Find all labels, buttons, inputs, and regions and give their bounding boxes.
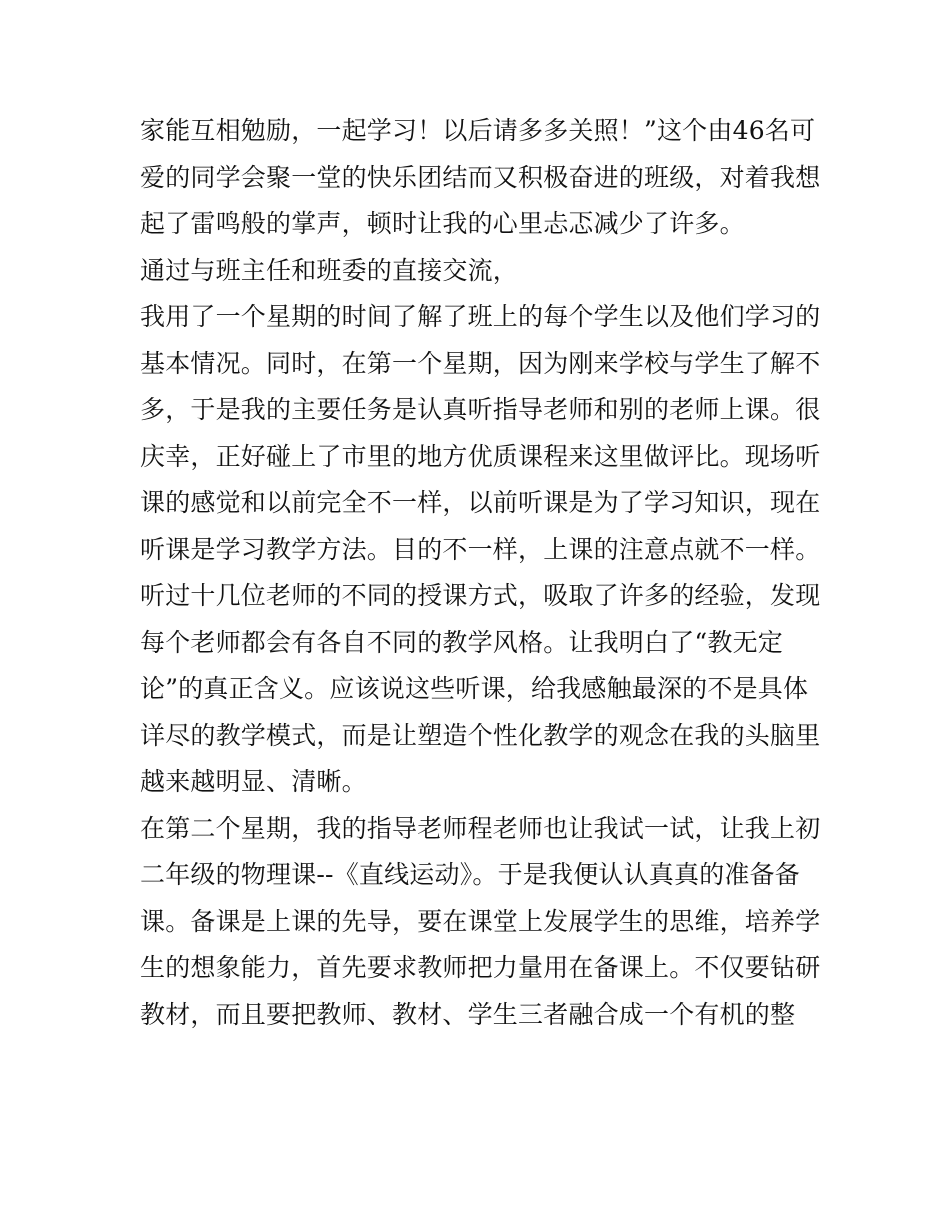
text-line: 在第二个星期，我的指导老师程老师也让我试一试，让我上初 — [140, 813, 821, 843]
text-line: 听课是学习教学方法。目的不一样，上课的注意点就不一样。 — [140, 534, 821, 564]
text-line: 家能互相勉励，一起学习！以后请多多关照！”这个由46名可 — [140, 116, 816, 145]
text-line: 课的感觉和以前完全不一样，以前听课是为了学习知识，现在 — [140, 488, 821, 517]
text-line: 每个老师都会有各自不同的教学风格。让我明白了“教无定 — [140, 627, 783, 657]
text-line: 多，于是我的主要任务是认真听指导老师和别的老师上课。很 — [140, 395, 821, 424]
text-line: 课。备课是上课的先导，要在课堂上发展学生的思维，培养学 — [140, 906, 821, 936]
text-line: 我用了一个星期的时间了解了班上的每个学生以及他们学习的 — [140, 302, 821, 331]
text-line: 二年级的物理课--《直线运动》。于是我便认认真真的准备备 — [140, 860, 800, 889]
text-line: 论”的真正含义。应该说这些听课，给我感触最深的不是具体 — [140, 674, 809, 703]
text-line: 详尽的教学模式，而是让塑造个性化教学的观念在我的头脑里 — [140, 720, 821, 750]
text-line: 听过十几位老师的不同的授课方式，吸取了许多的经验，发现 — [140, 581, 821, 610]
text-line: 基本情况。同时，在第一个星期，因为刚来学校与学生了解不 — [140, 348, 821, 378]
document-body — [140, 108, 820, 1038]
text-line: 越来越明显、清晰。 — [140, 767, 367, 796]
text-line: 爱的同学会聚一堂的快乐团结而又积极奋进的班级，对着我想 — [140, 162, 821, 192]
text-line: 教材，而且要把教师、教材、学生三者融合成一个有机的整 — [140, 999, 796, 1029]
text-line: 庆幸，正好碰上了市里的地方优质课程来这里做评比。现场听 — [140, 441, 821, 471]
text-line: 通过与班主任和班委的直接交流， — [140, 255, 519, 285]
text-line: 生的想象能力，首先要求教师把力量用在备课上。不仅要钻研 — [140, 953, 821, 982]
text-line: 起了雷鸣般的掌声，顿时让我的心里忐忑减少了许多。 — [140, 209, 745, 238]
